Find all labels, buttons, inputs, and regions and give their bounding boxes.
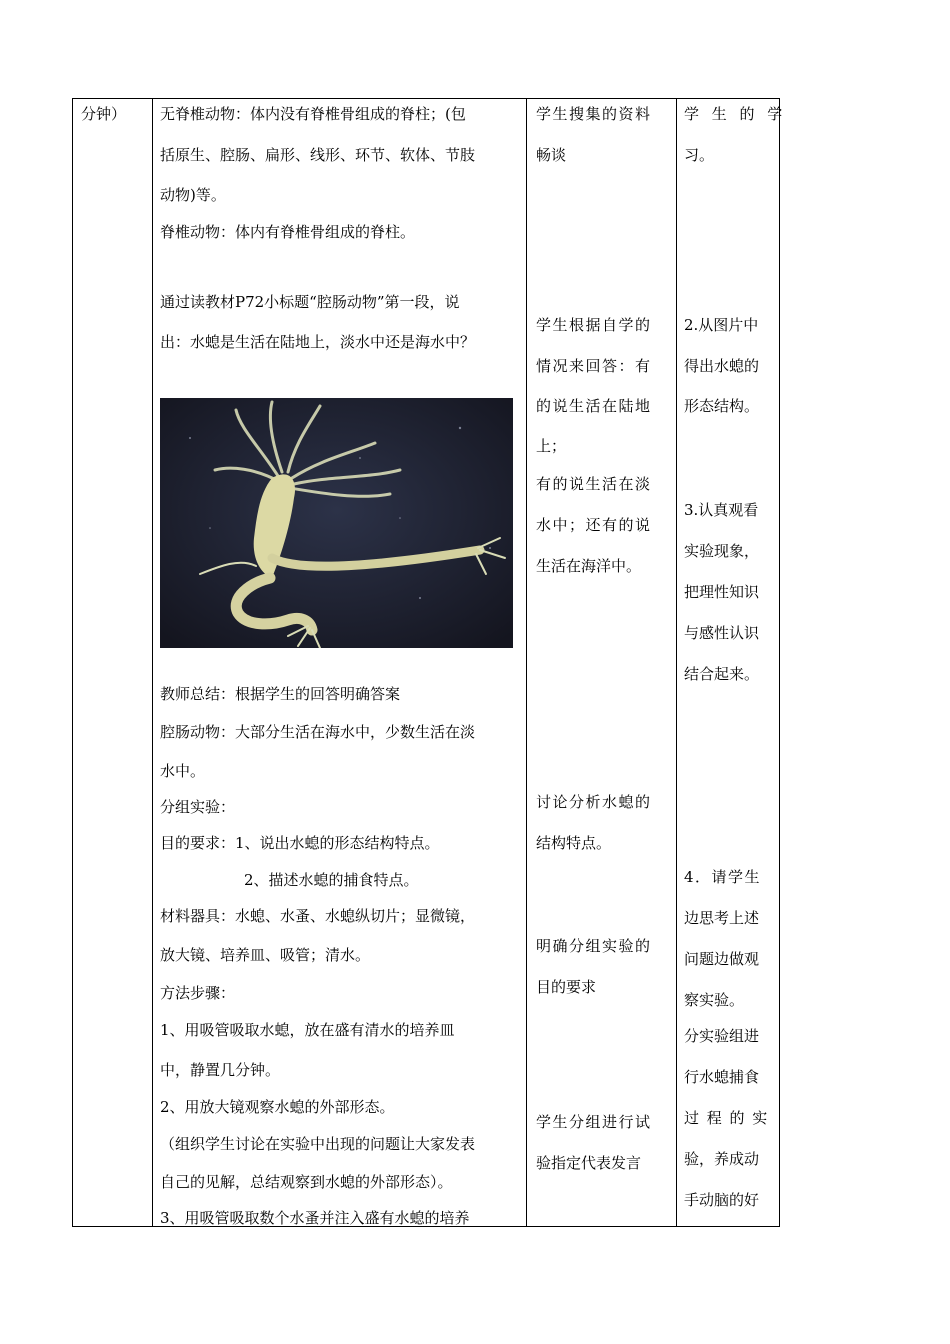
content-line: 结构特点。	[536, 834, 612, 852]
content-line: 学生搜集的资料	[536, 105, 652, 123]
column-divider	[676, 99, 677, 1226]
content-line: 水中；还有的说	[536, 516, 652, 534]
content-line: 明确分组实验的	[536, 937, 652, 955]
content-line: 有的说生活在淡	[536, 475, 652, 493]
content-line: 与感性认识	[684, 624, 760, 642]
content-line: 把理性知识	[684, 583, 760, 601]
content-line: 察实验。	[684, 991, 745, 1009]
content-line: 情况来回答：有	[536, 357, 652, 375]
content-line: 上；	[536, 437, 567, 455]
hydra-photo	[160, 398, 513, 648]
content-line: 自己的见解，总结观察到水螅的外部形态）。	[160, 1173, 453, 1191]
content-line: 腔肠动物：大部分生活在海水中，少数生活在淡	[160, 723, 476, 741]
content-line: 学生根据自学的	[536, 316, 652, 334]
content-line: 材料器具：水螅、水蚤、水螅纵切片；显微镜，	[160, 907, 476, 925]
content-line: 分组实验：	[160, 798, 236, 816]
content-line: 放大镜、培养皿、吸管；清水。	[160, 946, 371, 964]
content-line: 行水螅捕食	[684, 1068, 760, 1086]
time-cell-text: 分钟）	[81, 105, 127, 123]
content-line: 生活在海洋中。	[536, 557, 642, 575]
content-line: 得出水螅的	[684, 357, 760, 375]
content-line: 2、描述水螅的捕食特点。	[244, 871, 419, 889]
content-line: 方法步骤：	[160, 984, 236, 1002]
content-line: 手动脑的好	[684, 1191, 760, 1209]
content-line: 问题边做观	[684, 950, 760, 968]
content-line: 讨论分析水螅的	[536, 793, 652, 811]
column-divider	[152, 99, 153, 1226]
content-line: 验，养成动	[684, 1150, 760, 1168]
content-line: 验指定代表发言	[536, 1154, 642, 1172]
content-line: 结合起来。	[684, 665, 760, 683]
content-line: 中，静置几分钟。	[160, 1061, 281, 1079]
content-line: 2、用放大镜观察水螅的外部形态。	[160, 1098, 395, 1116]
content-line: 动物)等。	[160, 186, 226, 204]
content-line: 边思考上述	[684, 909, 760, 927]
lesson-table	[72, 98, 780, 1227]
content-line: 过 程 的 实	[684, 1109, 769, 1127]
content-line: 脊椎动物：体内有脊椎骨组成的脊柱。	[160, 223, 416, 241]
content-line: 括原生、腔肠、扁形、线形、环节、软体、节肢	[160, 146, 476, 164]
content-line: 教师总结：根据学生的回答明确答案	[160, 685, 401, 703]
content-line: 1、用吸管吸取水螅，放在盛有清水的培养皿	[160, 1021, 455, 1039]
content-line: （组织学生讨论在实验中出现的问题让大家发表	[160, 1135, 476, 1153]
content-line: 习。	[684, 146, 715, 164]
content-line: 4．请学生	[684, 868, 762, 886]
content-line: 形态结构。	[684, 397, 760, 415]
content-line: 目的要求	[536, 978, 597, 996]
content-line: 的说生活在陆地	[536, 397, 652, 415]
content-line: 3、用吸管吸取数个水蚤并注入盛有水螅的培养	[160, 1209, 470, 1227]
content-line: 水中。	[160, 762, 206, 780]
content-line: 学 生 的 学	[684, 105, 787, 123]
content-line: 分实验组进	[684, 1027, 760, 1045]
content-line: 出：水螅是生活在陆地上，淡水中还是海水中？	[160, 333, 476, 351]
content-line: 畅谈	[536, 146, 567, 164]
content-line: 实验现象，	[684, 542, 760, 560]
content-line: 无脊椎动物：体内没有脊椎骨组成的脊柱；(包	[160, 105, 466, 123]
content-line: 2.从图片中	[684, 316, 759, 334]
content-line: 3.认真观看	[684, 501, 759, 519]
content-line: 目的要求：1、说出水螅的形态结构特点。	[160, 834, 440, 852]
hydra-image	[160, 398, 513, 648]
content-line: 学生分组进行试	[536, 1113, 652, 1131]
content-line: 通过读教材P72小标题“腔肠动物”第一段，说	[160, 293, 460, 311]
column-divider	[526, 99, 527, 1226]
